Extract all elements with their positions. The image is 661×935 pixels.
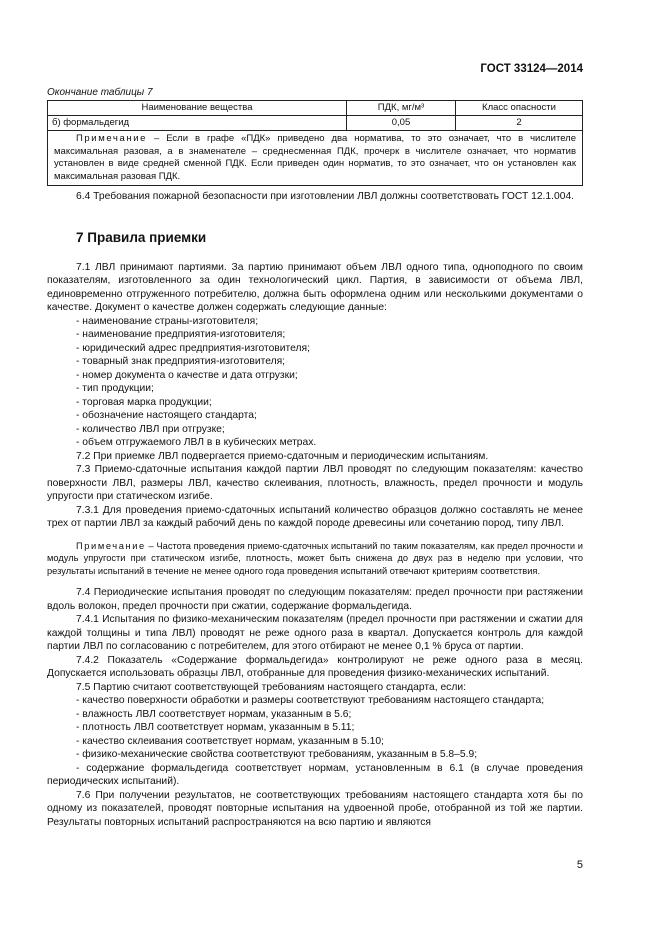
col-header-substance: Наименование вещества [48, 101, 347, 116]
note-label: Примечание [76, 540, 146, 551]
list-item: - влажность ЛВЛ соответствует нормам, указанным в 5.6; [76, 708, 352, 720]
section-7-heading: 7 Правила приемки [76, 229, 207, 245]
table-header-row [48, 101, 583, 116]
cell-pdk: 0,05 [347, 116, 456, 131]
paragraph-7-3-1: 7.3.1 Для проведения приемо-сдаточных испытаний количество образцов должно составлять не менее трех от партии ЛВЛ за каждый рабочий день по каждой породе древесины или сочетанию пород, типу ЛВЛ. [47, 504, 583, 529]
col-header-pdk: ПДК, мг/м³ [347, 101, 456, 116]
list-item: - обозначение настоящего стандарта; [76, 410, 257, 421]
note-7-3-1 [47, 540, 583, 578]
list-item: - юридический адрес предприятия-изготовителя; [76, 342, 310, 354]
document-code: ГОСТ 33124—2014 [480, 63, 583, 75]
paragraph-7-4: 7.4 Периодические испытания проводят по следующим показателям: предел прочности при растяжении вдоль волокон, предел прочности при сжатии, содержание формальдегида. [47, 587, 583, 612]
paragraph-7-4-1: 7.4.1 Испытания по физико-механическим показателям (предел прочности при растяжении и сжатии для каждой толщины и типа ЛВЛ) проводят не реже одного раза в квартал. Допускается контроль для каждой партии ЛВЛ по согласованию с потребителем, для этого отбирают не менее 0,1 % бруса от партии. [47, 614, 583, 652]
page-number: 5 [576, 859, 583, 871]
paragraph-7-6: 7.6 При получении результатов, не соответствующих требованиям настоящего стандарта хотя бы по одному из показателей, проводят повторные испытания на удвоенной пробе, отобранной из той же партии. Результаты повторных испытаний распространяются на всю партию и являются [47, 789, 583, 828]
table-note-row [48, 131, 583, 186]
list-item: - содержание формальдегида соответствует нормам, установленным в 6.1 (в случае проведения периодических испытаний). [47, 762, 583, 787]
list-item: - номер документа о качестве и дата отгрузки; [76, 369, 298, 381]
cell-substance: б) формальдегид [48, 116, 347, 131]
col-header-class: Класс опасности [456, 101, 583, 116]
list-item: - качество поверхности обработки и размеры соответствуют требованиям настоящего стандарта; [76, 695, 545, 706]
list-item: - объем отгружаемого ЛВЛ в в кубических метрах. [76, 437, 317, 448]
paragraph-6-4: 6.4 Требования пожарной безопасности при изготовлении ЛВЛ должны соответствовать ГОСТ 12.1.004. [76, 191, 575, 202]
table-7-end [47, 100, 583, 186]
main-text [47, 190, 583, 829]
table-row [48, 116, 583, 131]
paragraph-7-3: 7.3 Приемо-сдаточные испытания каждой партии ЛВЛ проводят по следующим показателям: качество поверхности ЛВЛ, размеры ЛВЛ, качество склеивания, плотность, влажность, предел прочности и модуль упругости при статическом изгибе. [47, 464, 583, 502]
table-note-text: – Если в графе «ПДК» приведено два норматива, то это означает, что в числителе максимальная разовая, а в знаменателе – среднесменная ПДК, прочерк в числителе означает, что норматив установлен в виде средней сменной ПДК. Если приведен один норматив, то это означает, что он установлен как максимальная разовая ПДК. [54, 133, 576, 182]
list-item: - товарный знак предприятия-изготовителя; [76, 356, 286, 367]
note-text: – Частота проведения приемо-сдаточных испытаний по таким показателям, как предел прочности и модуль упругости при статическом изгибе, плотность, может быть снижена до двух раз в неделю при условии, что результаты испытаний в течение не менее одного года проведения испытаний отвечают критериям соответствия. [47, 540, 583, 576]
list-item: - качество склеивания соответствует нормам, указанным в 5.10; [76, 735, 384, 747]
list-item: - наименование страны-изготовителя; [76, 315, 259, 327]
table-caption: Окончание таблицы 7 [47, 87, 153, 98]
table-note-label: Примечание [76, 133, 147, 144]
acceptance-criteria-list [47, 694, 583, 789]
list-item: - наименование предприятия-изготовителя; [76, 329, 286, 340]
list-item: - тип продукции; [76, 383, 154, 394]
list-item: - торговая марка продукции; [76, 396, 212, 408]
paragraph-7-4-2: 7.4.2 Показатель «Содержание формальдегида» контролируют не реже одного раза в месяц. Допускается использовать образцы ЛВЛ, отобранные для проведения физико-механических испытаний. [47, 654, 583, 679]
paragraph-7-1: 7.1 ЛВЛ принимают партиями. За партию принимают объем ЛВЛ одного типа, одноподного по своим показателям, изготовленного за один технологический цикл. Партия, в зависимости от объема ЛВЛ, единовременно отгруженного потребителю, должна быть оформлена одним или несколькими документами о качестве. Документ о качестве должен содержать следующие данные: [47, 261, 583, 313]
cell-class: 2 [456, 116, 583, 131]
paragraph-7-2: 7.2 При приемке ЛВЛ подвергается приемо-сдаточным и периодическим испытаниям. [76, 450, 489, 462]
paragraph-7-5: 7.5 Партию считают соответствующей требованиям настоящего стандарта, если: [76, 681, 466, 693]
table-note [48, 131, 583, 186]
list-item: - физико-механические свойства соответствуют требованиям, указанным в 5.8–5.9; [76, 749, 478, 760]
quality-document-list [47, 315, 583, 450]
list-item: - количество ЛВЛ при отгрузке; [76, 423, 225, 435]
list-item: - плотность ЛВЛ соответствует нормам, указанным в 5.11; [76, 722, 355, 733]
